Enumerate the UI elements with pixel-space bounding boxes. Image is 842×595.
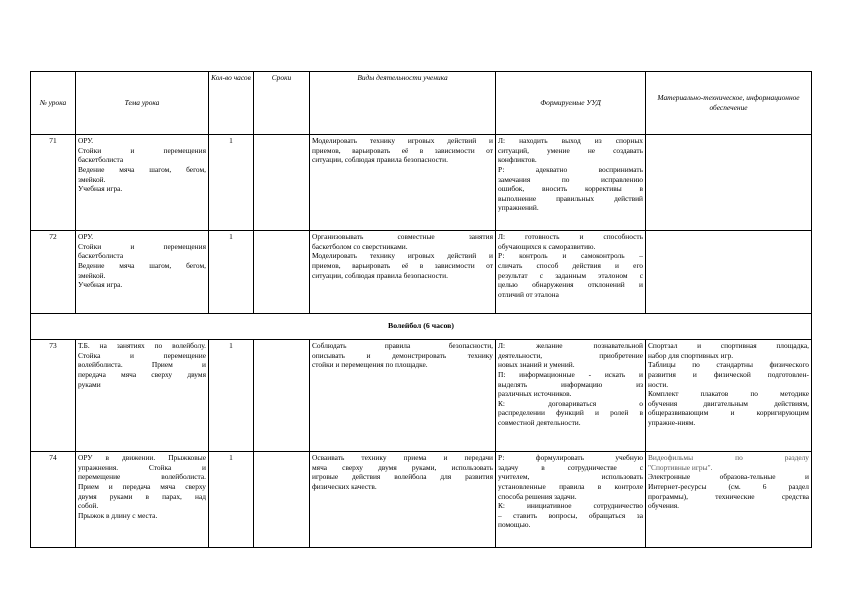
text-line: Прыжок в длину с места. bbox=[78, 510, 158, 520]
lesson-number: 71 bbox=[31, 135, 76, 231]
header-uud: Формируемые УУД bbox=[496, 72, 646, 135]
text-line: установленные правила в контроле bbox=[498, 481, 643, 491]
header-dates: Сроки bbox=[254, 72, 310, 135]
text-line: Комплект плакатов по методике bbox=[648, 389, 809, 399]
text-line: помощью. bbox=[498, 520, 531, 530]
header-resources: Материально-техническое, информационное обеспечение bbox=[646, 72, 812, 135]
text-line: программы), технические средства bbox=[648, 491, 809, 501]
text-line: упражнений. bbox=[498, 203, 539, 213]
lesson-hours: 1 bbox=[209, 231, 254, 314]
text-line: выполнение правильных действий bbox=[498, 193, 643, 203]
lesson-hours: 1 bbox=[209, 340, 254, 452]
text-line: обучающихся к саморазвитию. bbox=[498, 241, 596, 251]
table-row bbox=[31, 135, 812, 231]
lesson-activities bbox=[310, 452, 496, 548]
text-line: мяча сверху двумя руками, использовать bbox=[312, 462, 493, 472]
text-line: Моделировать технику игровых действий и bbox=[312, 136, 493, 145]
text-line: конфликтов. bbox=[498, 155, 537, 165]
text-line: Осваивать технику приема и передачи bbox=[312, 453, 493, 462]
text-line: П: информационные - искать и bbox=[498, 369, 643, 379]
text-line: набор для спортивных игр. bbox=[648, 350, 734, 360]
lesson-resources bbox=[646, 135, 812, 231]
text-line: Таблицы по стандартны физического bbox=[648, 360, 809, 370]
text-line: совместной деятельности. bbox=[498, 418, 581, 427]
lesson-plan-table bbox=[30, 71, 812, 548]
text-line: описывать и демонстрировать технику bbox=[312, 350, 493, 360]
lesson-number: 73 bbox=[31, 340, 76, 452]
text-line: баскетболом со сверстниками. bbox=[312, 241, 408, 251]
text-line: Р: формулировать учебную bbox=[498, 453, 643, 462]
lesson-topic bbox=[76, 452, 209, 548]
text-line: К: инициативное сотрудничество bbox=[498, 501, 643, 511]
text-line: упражне-ниям. bbox=[648, 418, 696, 427]
text-line: ситуации, соблюдая правила безопасности. bbox=[312, 155, 448, 165]
section-title-volleyball: Волейбол (6 часов) bbox=[31, 314, 812, 340]
text-line: Моделировать технику игровых действий и bbox=[312, 251, 493, 261]
text-line: Видеофильмы по разделу bbox=[648, 453, 809, 462]
text-line: приемов, варьировать её в зависимости от bbox=[312, 145, 493, 155]
lesson-number: 72 bbox=[31, 231, 76, 314]
lesson-resources bbox=[646, 231, 812, 314]
header-lesson-number: № урока bbox=[31, 72, 76, 135]
lesson-dates bbox=[254, 231, 310, 314]
text-line: Стойка и перемещение bbox=[78, 350, 206, 360]
text-line: руками bbox=[78, 379, 101, 389]
text-line: двумя руками в парах, над bbox=[78, 491, 206, 501]
text-line: Стойки и перемещения bbox=[78, 145, 206, 155]
text-line: Ведение мяча шагом, бегом, bbox=[78, 260, 206, 270]
text-line: способа решения задачи. bbox=[498, 491, 577, 501]
text-line: результат с заданным эталоном с bbox=[498, 270, 643, 280]
text-line: К: договариваться о bbox=[498, 398, 643, 408]
text-line: общеразвивающим и корригирующим bbox=[648, 408, 809, 418]
text-line: обучения. bbox=[648, 501, 680, 511]
text-line: Стойки и перемещения bbox=[78, 241, 206, 251]
table-row bbox=[31, 340, 812, 452]
text-line: различных источников. bbox=[498, 389, 572, 399]
lesson-hours: 1 bbox=[209, 452, 254, 548]
text-line: Л: находить выход из спорных bbox=[498, 136, 643, 145]
text-line: Прием и передача мяча сверху bbox=[78, 481, 206, 491]
lesson-number: 74 bbox=[31, 452, 76, 548]
lesson-activities bbox=[310, 135, 496, 231]
lesson-topic bbox=[76, 340, 209, 452]
text-line: развития и физической подготовлен- bbox=[648, 369, 809, 379]
text-line: – ставить вопросы, обращаться за bbox=[498, 510, 643, 520]
text-line: стойки и перемещения по площадке. bbox=[312, 360, 428, 370]
text-line: замечания по исправлению bbox=[498, 174, 643, 184]
text-line: Учебная игра. bbox=[78, 280, 123, 290]
text-line: Учебная игра. bbox=[78, 184, 123, 194]
text-line: учителем, использовать bbox=[498, 472, 643, 482]
text-line: выделять информацию из bbox=[498, 379, 643, 389]
text-line: целью обнаружения отклонений и bbox=[498, 280, 643, 290]
text-line: деятельности, приобретение bbox=[498, 350, 643, 360]
text-line: Интернет-ресурсы (см. 6 раздел bbox=[648, 481, 809, 491]
table-row bbox=[31, 452, 812, 548]
text-line: обучения двигательным действиям, bbox=[648, 398, 809, 408]
lesson-uud bbox=[496, 340, 646, 452]
text-line: ситуаций, умение не создавать bbox=[498, 145, 643, 155]
text-line: "Спортивные игры". bbox=[648, 462, 713, 472]
text-line: змейкой. bbox=[78, 174, 106, 184]
header-row bbox=[31, 72, 812, 135]
table-row bbox=[31, 231, 812, 314]
text-line: сличать способ действия и его bbox=[498, 260, 643, 270]
text-line: баскетболиста bbox=[78, 251, 124, 261]
text-line: перемещение волейболиста. bbox=[78, 472, 206, 482]
lesson-resources bbox=[646, 452, 812, 548]
lesson-uud bbox=[496, 231, 646, 314]
text-line: задачу в сотрудничестве с bbox=[498, 462, 643, 472]
text-line: игровые действия волейбола для развития bbox=[312, 472, 493, 482]
lesson-dates bbox=[254, 340, 310, 452]
text-line: Организовывать совместные занятия bbox=[312, 232, 493, 241]
lesson-resources bbox=[646, 340, 812, 452]
text-line: ОРУ. bbox=[78, 232, 94, 241]
text-line: физических качеств. bbox=[312, 481, 377, 491]
text-line: ОРУ в движении. Прыжковые bbox=[78, 453, 206, 462]
text-line: ности. bbox=[648, 379, 669, 389]
header-activities: Виды деятельности ученика bbox=[310, 72, 496, 135]
header-hours: Кол-во часов bbox=[209, 72, 254, 135]
lesson-topic bbox=[76, 135, 209, 231]
text-line: упражнения. Стойка и bbox=[78, 462, 206, 472]
lesson-hours: 1 bbox=[209, 135, 254, 231]
text-line: Ведение мяча шагом, бегом, bbox=[78, 164, 206, 174]
lesson-activities bbox=[310, 231, 496, 314]
lesson-uud bbox=[496, 452, 646, 548]
text-line: ОРУ. bbox=[78, 136, 94, 145]
text-line: Л: готовность и способность bbox=[498, 232, 643, 241]
text-line: Электронные образова-тельные и bbox=[648, 472, 809, 482]
text-line: Спортзал и спортивная площадка, bbox=[648, 341, 809, 350]
text-line: собой. bbox=[78, 501, 99, 511]
text-line: отличий от эталона bbox=[498, 289, 559, 299]
text-line: ошибок, вносить коррективы в bbox=[498, 184, 643, 194]
text-line: волейболиста. Прием и bbox=[78, 360, 206, 370]
lesson-uud bbox=[496, 135, 646, 231]
text-line: распределении функций и ролей в bbox=[498, 408, 643, 418]
text-line: баскетболиста bbox=[78, 155, 124, 165]
lesson-dates bbox=[254, 452, 310, 548]
text-line: змейкой. bbox=[78, 270, 106, 280]
text-line: Р: контроль и самоконтроль – bbox=[498, 251, 643, 261]
lesson-activities bbox=[310, 340, 496, 452]
text-line: ситуации, соблюдая правила безопасности. bbox=[312, 270, 448, 280]
text-line: передача мяча сверху двумя bbox=[78, 369, 206, 379]
header-lesson-topic: Тема урока bbox=[76, 72, 209, 135]
text-line: Р: адекватно воспринимать bbox=[498, 164, 643, 174]
lesson-topic bbox=[76, 231, 209, 314]
section-row bbox=[31, 314, 812, 340]
text-line: Соблюдать правила безопасности, bbox=[312, 341, 493, 350]
text-line: приемов, варьировать её в зависимости от bbox=[312, 260, 493, 270]
text-line: новых знаний и умений. bbox=[498, 360, 575, 370]
text-line: Л: желание познавательной bbox=[498, 341, 643, 350]
text-line: Т.Б. на занятиях по волейболу. bbox=[78, 341, 206, 350]
lesson-dates bbox=[254, 135, 310, 231]
